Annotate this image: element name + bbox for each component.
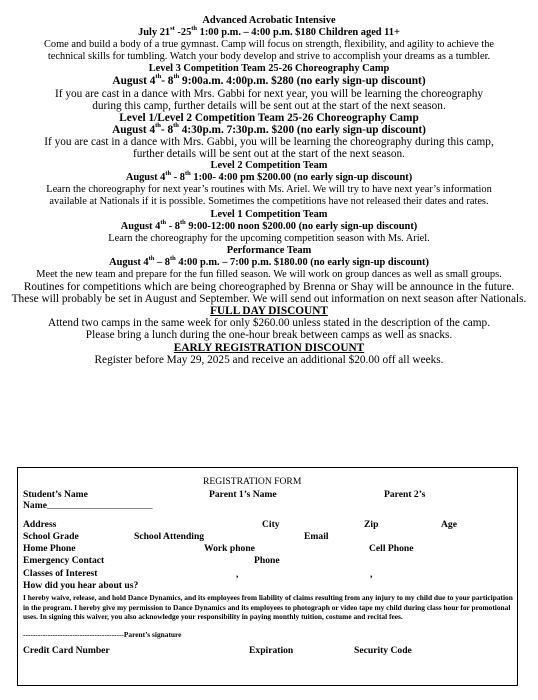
full-day-line: Please bring a lunch during the one-hour break between camps as well as snacks. bbox=[85, 329, 453, 342]
work-phone-label[interactable]: Work phone bbox=[204, 543, 255, 554]
address-label[interactable]: Address bbox=[23, 519, 57, 530]
school-grade-label[interactable]: School Grade bbox=[23, 531, 79, 542]
level3-title: Level 3 Competition Team 25-26 Choreography Camp bbox=[148, 63, 390, 75]
level1-desc: Learn the choreography for the upcoming competition season with Ms. Ariel. bbox=[108, 232, 430, 244]
level1-dates: August 4th - 8th 9:00-12:00 noon $200.00 (no early sign-up discount) bbox=[120, 218, 418, 232]
student-name-label[interactable]: Student’s Name bbox=[23, 489, 88, 500]
level3-desc: If you are cast in a dance with Mrs. Gabbi for next year, you will be learning the choreography bbox=[54, 87, 484, 100]
intensive-dates: July 21st -25th 1:00 p.m. – 4:00 p.m. $180 Children aged 11+ bbox=[138, 25, 400, 39]
parent2-label[interactable]: Parent 2’s bbox=[384, 489, 426, 500]
parent1-label[interactable]: Parent 1’s Name bbox=[209, 489, 277, 500]
phone-label[interactable]: Phone bbox=[254, 555, 280, 566]
hear-about-label[interactable]: How did you hear about us? bbox=[23, 580, 139, 591]
security-code-label[interactable]: Security Code bbox=[354, 645, 412, 656]
comma: , bbox=[236, 569, 239, 580]
level2-desc: available at Nationals if it is possible. Sometimes the competitions have not released their dates and rates. bbox=[49, 196, 489, 208]
level12-desc: further details will be sent out at the start of the next season. bbox=[133, 148, 405, 161]
school-attending-label[interactable]: School Attending bbox=[134, 531, 205, 542]
zip-label[interactable]: Zip bbox=[364, 519, 379, 530]
intensive-desc: Come and build a body of a true gymnast. Camp will focus on strength, flexibility, and agility to achieve the bbox=[43, 39, 495, 51]
email-label[interactable]: Email bbox=[304, 531, 329, 542]
name-field[interactable]: Name______________________ bbox=[23, 500, 153, 511]
waiver-text: I hereby waive, release, and hold Dance Dynamics, and its employees from liability of claims resulting from any injury to my child due to your participation in the program. I hereby give my permission to Dance Dynamics and its employees to photograph or video tape my child during class hour for promotional uses. In signing this waiver, you also acknowledge your responsibility in paying monthly tuition, costume and recital fees. bbox=[23, 593, 513, 622]
early-line: Register before May 29, 2025 and receive an additional $20.00 off all weeks. bbox=[94, 353, 444, 366]
cell-phone-label[interactable]: Cell Phone bbox=[369, 543, 414, 554]
full-day-title: FULL DAY DISCOUNT bbox=[210, 305, 328, 318]
performance-title: Performance Team bbox=[226, 244, 312, 256]
performance-desc: Meet the new team and prepare for the fun filled season. We will work on group dances as well as small groups. bbox=[36, 268, 502, 280]
intensive-desc: technical skills for tumbling. Watch your body develop and strive to accomplish your dreams as a tumbler. bbox=[47, 51, 491, 63]
expiration-label[interactable]: Expiration bbox=[249, 645, 294, 656]
routines-note: Routines for competitions which are being choreographed by Brenna or Shay will be announce in the future. These will probably be set in August and September. We will send out information on next season after Nationals. bbox=[11, 281, 527, 306]
level1-title: Level 1 Competition Team bbox=[210, 208, 328, 220]
registration-form bbox=[17, 467, 518, 686]
camp-info bbox=[0, 15, 538, 366]
level12-desc: If you are cast in a dance with Mrs. Gabbi, you will be learning the choreography during this camp, bbox=[44, 135, 494, 148]
level12-dates: August 4th- 8th 4:30p.m. 7:30p.m. $200 (no early sign-up discount) bbox=[112, 121, 426, 136]
classes-label[interactable]: Classes of Interest bbox=[23, 568, 98, 579]
level3-dates: August 4th- 8th 9:00a.m. 4:00p.m. $280 (no early sign-up discount) bbox=[112, 73, 426, 88]
performance-dates: August 4th – 8th 4:00 p.m. – 7:00 p.m. $180.00 (no early sign-up discount) bbox=[109, 254, 429, 268]
full-day-line: Attend two camps in the same week for only $260.00 unless stated in the description of the camp. bbox=[47, 317, 491, 330]
level2-dates: August 4th - 8th 1:00- 4:00 pm $200.00 (no early sign-up discount) bbox=[125, 170, 413, 184]
credit-card-label[interactable]: Credit Card Number bbox=[23, 645, 110, 656]
emergency-contact-label[interactable]: Emergency Contact bbox=[23, 555, 105, 566]
level3-desc: during this camp, further details will be sent out at the start of the next season. bbox=[92, 99, 446, 112]
home-phone-label[interactable]: Home Phone bbox=[23, 543, 76, 554]
intensive-title: Advanced Acrobatic Intensive bbox=[202, 15, 336, 26]
age-label[interactable]: Age bbox=[441, 519, 457, 530]
early-title: EARLY REGISTRATION DISCOUNT bbox=[173, 341, 365, 354]
city-label[interactable]: City bbox=[262, 519, 280, 530]
level2-desc: Learn the choreography for next year’s routines with Ms. Ariel. We will try to have next year’s information bbox=[46, 184, 492, 196]
level2-title: Level 2 Competition Team bbox=[210, 160, 328, 172]
level12-title: Level 1/Level 2 Competition Team 25-26 Choreography Camp bbox=[119, 111, 419, 124]
signature-line[interactable]: -----------------------------------------Parent’s signature bbox=[23, 630, 182, 639]
form-title: REGISTRATION FORM bbox=[203, 476, 302, 487]
comma: , bbox=[370, 569, 373, 580]
